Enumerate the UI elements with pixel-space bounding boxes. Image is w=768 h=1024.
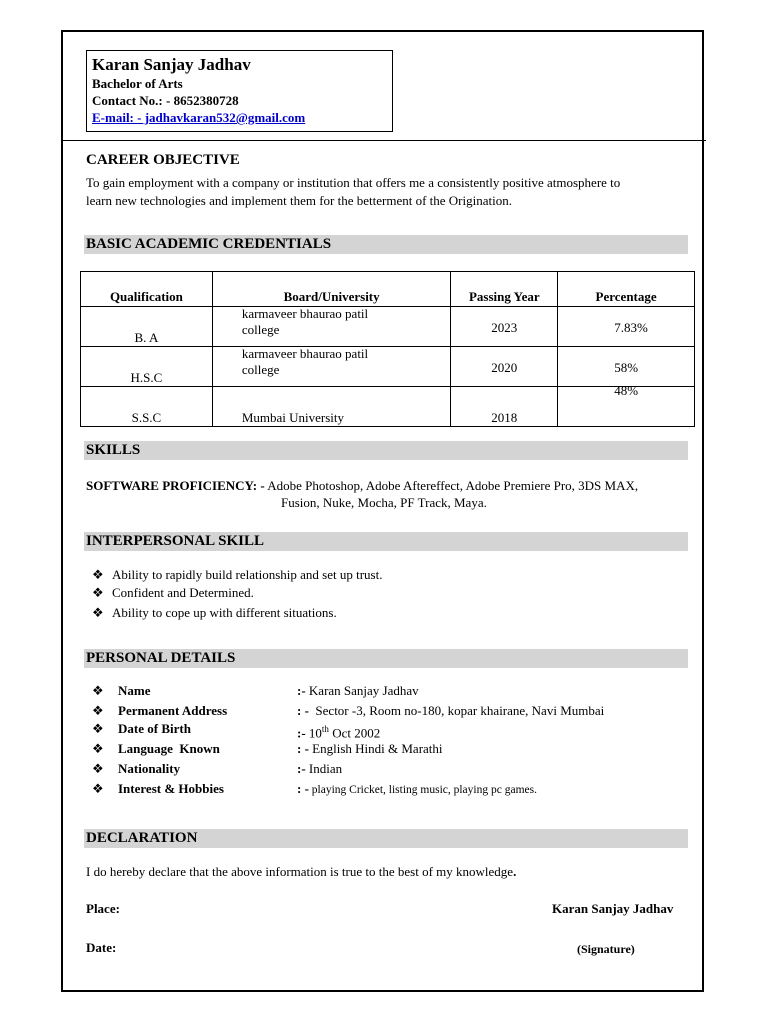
year-cell: 2023	[451, 307, 558, 347]
list-item: ❖ Confident and Determined.	[92, 585, 254, 600]
year-cell: 2020	[451, 347, 558, 387]
career-objective-heading: CAREER OBJECTIVE	[86, 152, 240, 168]
list-item: ❖ Ability to cope up with different situations.	[92, 605, 337, 620]
diamond-bullet-icon: ❖	[92, 683, 104, 698]
column-header: Percentage	[558, 272, 695, 307]
declaration-text: I do hereby declare that the above information is true to the best of my knowledge.	[86, 864, 517, 879]
table-row	[81, 307, 695, 347]
personal-value: Sector -3, Room no-180, kopar khairane, Navi Mumbai	[308, 703, 605, 718]
diamond-bullet-icon: ❖	[92, 741, 104, 756]
list-item: ❖ Ability to rapidly build relationship and set up trust.	[92, 567, 383, 582]
diamond-bullet-icon: ❖	[92, 761, 104, 776]
column-header: Board/University	[212, 272, 451, 307]
declaration-heading: DECLARATION	[86, 830, 198, 846]
board-cell: Mumbai University	[212, 387, 451, 427]
personal-value: 10	[305, 725, 322, 741]
table-row	[81, 387, 695, 427]
table-header-row	[81, 272, 695, 307]
percentage-cell: 58%	[558, 347, 695, 387]
personal-label: Interest & Hobbies	[118, 781, 224, 796]
qualification-cell: B. A	[81, 307, 213, 347]
software-proficiency-label: SOFTWARE PROFICIENCY: -	[86, 478, 265, 493]
diamond-bullet-icon: ❖	[92, 781, 104, 796]
skills-heading-bar	[84, 441, 688, 460]
diamond-bullet-icon: ❖	[92, 605, 104, 620]
header-divider	[61, 140, 706, 141]
software-proficiency-line-1	[86, 477, 638, 495]
career-objective-line-2: learn new technologies and implement them for the betterment of the Origination.	[86, 193, 512, 208]
personal-heading: PERSONAL DETAILS	[86, 650, 236, 666]
declaration-heading-bar	[84, 829, 688, 848]
personal-label: Nationality	[118, 761, 181, 776]
qualification-cell: S.S.C	[81, 387, 213, 427]
place-label: Place:	[86, 901, 120, 916]
software-list-2: Fusion, Nuke, Mocha, PF Track, Maya.	[281, 495, 487, 510]
personal-value: Indian	[305, 761, 343, 776]
column-header: Qualification	[81, 272, 213, 307]
column-header: Passing Year	[451, 272, 558, 307]
qualification-cell: H.S.C	[81, 347, 213, 387]
personal-value: English Hindi & Marathi	[308, 741, 443, 756]
candidate-name: Karan Sanjay Jadhav	[92, 55, 251, 74]
personal-value: playing Cricket, listing music, playing pc games.	[308, 784, 537, 796]
personal-label: Name	[118, 683, 151, 698]
diamond-bullet-icon: ❖	[92, 703, 104, 718]
degree: Bachelor of Arts	[92, 76, 183, 91]
personal-heading-bar	[84, 649, 688, 668]
contact-number: Contact No.: - 8652380728	[92, 93, 239, 108]
interpersonal-heading-bar	[84, 532, 688, 551]
academic-table	[80, 271, 695, 427]
percentage-cell: 7.83%	[558, 307, 695, 347]
diamond-bullet-icon: ❖	[92, 585, 104, 600]
personal-label: Date of Birth	[118, 721, 191, 736]
academic-heading-bar	[84, 235, 688, 254]
signature-label: (Signature)	[577, 942, 635, 956]
career-objective-line-1: To gain employment with a company or institution that offers me a consistently positive atmosphere to	[86, 175, 621, 190]
percentage-cell: 48%	[558, 387, 695, 427]
personal-label: Language Known	[118, 741, 220, 756]
interpersonal-heading: INTERPERSONAL SKILL	[86, 533, 264, 549]
personal-label: Permanent Address	[118, 703, 228, 718]
date-label: Date:	[86, 940, 117, 955]
table-row	[81, 347, 695, 387]
board-cell: karmaveer bhaurao patil college	[212, 307, 451, 347]
contact-box	[86, 50, 393, 132]
diamond-bullet-icon: ❖	[92, 567, 104, 582]
diamond-bullet-icon: ❖	[92, 721, 104, 736]
board-cell: karmaveer bhaurao patil college	[212, 347, 451, 387]
signer-name: Karan Sanjay Jadhav	[552, 901, 674, 916]
year-cell: 2018	[451, 387, 558, 427]
academic-heading: BASIC ACADEMIC CREDENTIALS	[86, 236, 332, 252]
personal-value: Karan Sanjay Jadhav	[305, 683, 419, 698]
skills-heading: SKILLS	[86, 442, 141, 458]
email-link[interactable]: E-mail: - jadhavkaran532@gmail.com	[92, 110, 306, 125]
software-list-1: Adobe Photoshop, Adobe Aftereffect, Adobe Premiere Pro, 3DS MAX,	[264, 478, 639, 493]
